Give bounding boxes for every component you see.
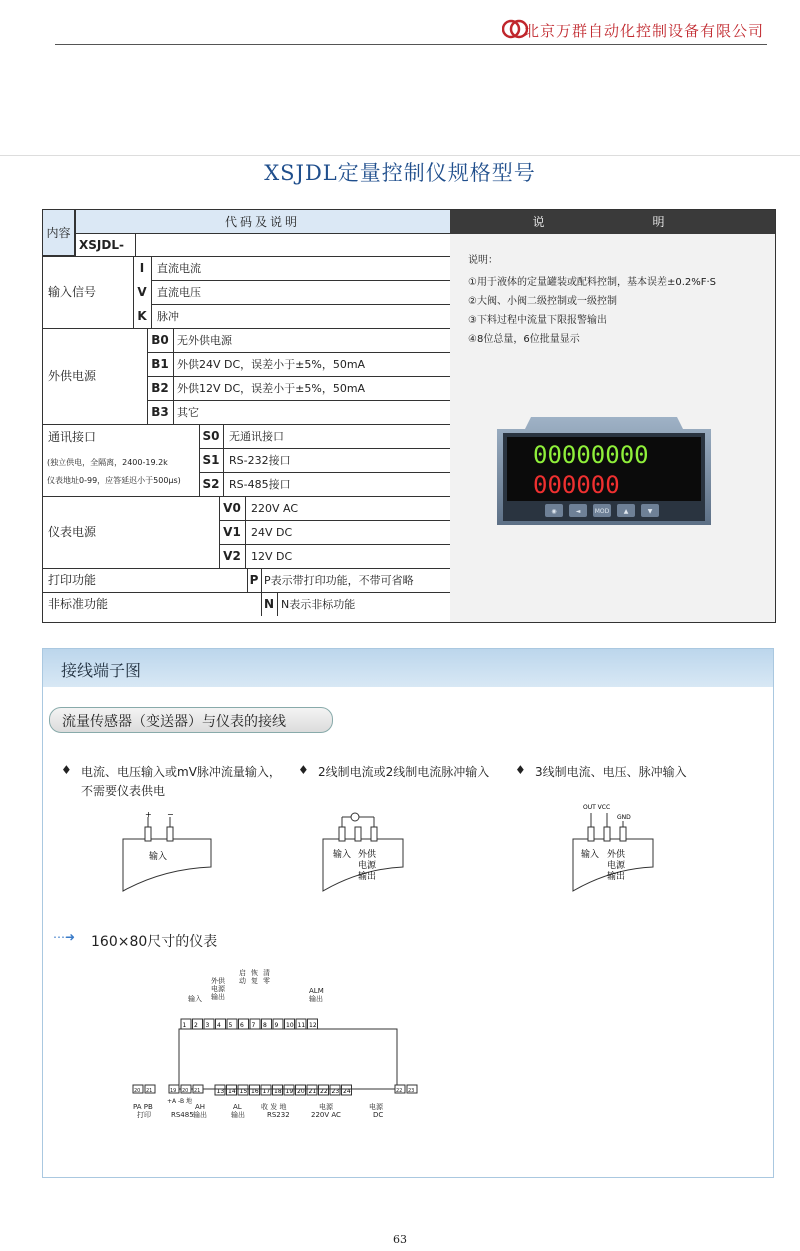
bl-ac-2: 220V AC	[311, 1111, 341, 1119]
code-B2: B2	[151, 381, 169, 395]
diag3-supply-3: 输出	[607, 872, 626, 882]
print-term-1: 20	[134, 1088, 141, 1094]
terminal-number: 24	[343, 1088, 351, 1095]
group-input-label: 输入信号	[48, 285, 97, 299]
note-item-1: ①用于液体的定量罐装或配料控制，基本误差±0.2%F·S	[468, 277, 717, 288]
dc-term-2: 23	[408, 1088, 415, 1094]
tl-start-2: 动	[239, 977, 246, 985]
comm-note-1: (独立供电，全隔离，2400-19.2k	[47, 458, 168, 467]
terminal-number: 14	[228, 1088, 236, 1095]
diag2-supply-1: 外供	[358, 850, 377, 860]
btn-up: ▲	[623, 508, 629, 515]
terminal-number: 3	[205, 1022, 210, 1029]
terminal-number: 17	[262, 1088, 271, 1095]
dim-title: 160×80尺寸的仪表	[91, 934, 218, 950]
desc-V: 直流电压	[157, 285, 201, 299]
desc-B1: 外供24V DC，误差小于±5%，50mA	[177, 357, 366, 371]
desc-P: P表示带打印功能，不带可省略	[264, 573, 414, 587]
tl-alm-2: 输出	[309, 995, 323, 1003]
diag2-supply-3: 输出	[358, 872, 377, 882]
terminal-number: 2	[194, 1022, 198, 1029]
page-title: XSJDL定量控制仪规格型号	[264, 161, 536, 185]
rs485-term-2: 20	[182, 1088, 189, 1094]
wiring-subtitle-pill	[49, 707, 333, 733]
group-print-label: 打印功能	[48, 573, 97, 587]
btn-left: ◄	[575, 508, 581, 515]
bl-rs232-1: 收 发 地	[261, 1103, 287, 1111]
wiring-subtitle: 流量传感器（变送器）与仪表的接线	[62, 714, 286, 730]
code-V0: V0	[223, 501, 241, 515]
code-I: I	[139, 261, 145, 275]
bl-ah-2: 输出	[193, 1111, 207, 1119]
code-S0: S0	[202, 429, 220, 443]
bl-rs232-2: RS232	[267, 1111, 290, 1119]
rs485-term-3: 21	[194, 1088, 201, 1094]
rs485-name: RS485	[171, 1111, 194, 1119]
terminal-number: 7	[251, 1022, 256, 1029]
dc-term-1: 22	[396, 1088, 403, 1094]
terminal-number: 21	[308, 1088, 317, 1095]
desc-S2: RS-485接口	[229, 477, 291, 491]
bl-al-1: AL	[233, 1103, 242, 1111]
print-name: 打印	[137, 1111, 151, 1119]
diagram-3wire-input	[573, 804, 653, 891]
tl-input: 输入	[188, 995, 202, 1003]
display-bottom: 000000	[533, 471, 620, 499]
btn-set: ◉	[551, 508, 557, 515]
desc-V0: 220V AC	[251, 501, 299, 515]
bullet-2-icon: ♦	[298, 763, 309, 777]
terminal-number: 15	[239, 1088, 248, 1095]
sensor-wiring-diagrams	[43, 799, 773, 909]
desc-B3: 其它	[177, 405, 199, 419]
tl-supply-3: 输出	[211, 993, 225, 1001]
note-item-2: ②大阀、小阀二级控制或一级控制	[468, 296, 617, 307]
diagram-2wire-input	[323, 813, 403, 891]
terminal-number: 9	[274, 1022, 279, 1029]
col-code-header: 代码及说明	[75, 210, 450, 234]
tl-start-1: 启	[239, 969, 246, 977]
model-code: XSJDL-	[79, 238, 124, 252]
code-S1: S1	[202, 453, 220, 467]
terminal-number: 19	[285, 1088, 294, 1095]
btn-mod: MOD	[594, 508, 610, 515]
code-N: N	[263, 597, 275, 611]
bullet-3-icon: ♦	[515, 763, 526, 777]
svg-text:+: +	[145, 810, 152, 819]
note-item-3: ③下料过程中流量下限报警输出	[468, 315, 607, 326]
terminal-number: 22	[320, 1088, 328, 1095]
rs485-term-1: 19	[170, 1088, 177, 1094]
group-supply-label: 外供电源	[48, 369, 97, 383]
terminal-number: 10	[286, 1022, 294, 1029]
desc-V1: 24V DC	[251, 525, 293, 539]
desc-N: N表示非标功能	[281, 597, 356, 611]
svg-text:−: −	[167, 810, 174, 819]
bullet-1-line1: 电流、电压输入或mV脉冲流量输入，	[81, 765, 281, 779]
company-name: 北京万群自动化控制设备有限公司	[523, 22, 764, 40]
tl-clear-2: 零	[263, 977, 270, 985]
group-power-label: 仪表电源	[48, 525, 97, 539]
bl-dc-2: DC	[373, 1111, 384, 1119]
diagram-direct-input	[123, 810, 211, 891]
wiring-section	[42, 648, 774, 1178]
terminal-number: 4	[217, 1022, 221, 1029]
desc-I: 直流电流	[157, 261, 201, 275]
bullet-3-line1: 3线制电流、电压、脉冲输入	[535, 765, 687, 779]
terminal-diagram	[83, 959, 423, 1139]
terminal-number: 5	[228, 1022, 233, 1029]
terminal-row-bottom	[215, 1085, 352, 1095]
terminal-number: 1	[182, 1022, 187, 1029]
diag1-input-label: 输入	[149, 852, 168, 862]
terminal-number: 13	[216, 1088, 225, 1095]
desc-B0: 无外供电源	[177, 333, 232, 347]
code-V2: V2	[223, 549, 241, 563]
wiring-title: 接线端子图	[61, 661, 142, 680]
code-P: P	[249, 573, 259, 587]
meter-device-image	[495, 415, 713, 527]
diag3-supply-1: 外供	[607, 850, 626, 860]
btn-down: ▼	[647, 508, 653, 515]
tl-clear-1: 清	[263, 969, 270, 977]
print-term-2: 21	[146, 1088, 153, 1094]
wiring-title-bar	[43, 649, 773, 687]
terminal-number: 12	[309, 1022, 317, 1029]
desc-S1: RS-232接口	[229, 453, 291, 467]
col-desc-header: 说 明	[450, 210, 775, 234]
code-V1: V1	[223, 525, 241, 539]
code-V: V	[137, 285, 147, 299]
terminal-number: 23	[331, 1088, 340, 1095]
dim-arrow-icon: ⋯➜	[53, 930, 76, 944]
tl-reset-1: 恢	[251, 969, 258, 977]
desc-V2: 12V DC	[251, 549, 293, 563]
diag3-input-label: 输入	[581, 850, 600, 860]
terminal-number: 20	[297, 1088, 305, 1095]
terminal-number: 16	[251, 1088, 259, 1095]
group-nonstd-label: 非标准功能	[48, 597, 109, 611]
diag2-input-label: 输入	[333, 850, 352, 860]
bl-ac-1: 电源	[319, 1103, 333, 1111]
group-comm-label: 通讯接口	[48, 430, 97, 444]
code-K: K	[137, 309, 147, 323]
bl-dc-1: 电源	[369, 1103, 383, 1111]
terminal-number: 18	[274, 1088, 282, 1095]
tl-supply-2: 电源	[211, 985, 225, 993]
bullet-2-line1: 2线制电流或2线制电流脉冲输入	[318, 765, 490, 779]
header-divider	[55, 44, 767, 45]
diag2-supply-2: 电源	[358, 861, 377, 871]
col-content-header: 内容	[43, 210, 75, 256]
desc-B2: 外供12V DC，误差小于±5%，50mA	[177, 381, 366, 395]
section-divider	[0, 155, 800, 156]
notes-heading: 说明：	[468, 255, 498, 266]
tl-alm-1: ALM	[309, 987, 324, 995]
terminal-number: 11	[297, 1022, 306, 1029]
terminal-number: 6	[240, 1022, 244, 1029]
print-labels: PA PB	[133, 1103, 153, 1111]
tl-supply-1: 外供	[211, 977, 225, 985]
diag3-supply-2: 电源	[607, 861, 626, 871]
diag3-gnd: GND	[617, 814, 631, 821]
desc-S0: 无通讯接口	[229, 429, 284, 443]
desc-K: 脉冲	[157, 309, 179, 323]
code-B1: B1	[151, 357, 169, 371]
code-B0: B0	[151, 333, 169, 347]
note-item-4: ④8位总量，6位批量显示	[468, 334, 580, 345]
bl-al-2: 输出	[231, 1111, 245, 1119]
bullet-1-line2: 不需要仪表供电	[81, 784, 166, 798]
tl-reset-2: 复	[251, 977, 258, 985]
code-B3: B3	[151, 405, 169, 419]
rs485-labels: +A -B 地	[167, 1098, 193, 1105]
terminal-row-top	[181, 1019, 318, 1029]
comm-note-2: 仪表地址0-99，应答延迟小于500μs)	[47, 476, 181, 485]
page-number: 63	[393, 1233, 407, 1246]
diag3-out-vcc: OUT VCC	[583, 804, 611, 811]
display-top: 00000000	[533, 441, 649, 469]
bullet-1-icon: ♦	[61, 763, 72, 777]
bl-ah-1: AH	[195, 1103, 206, 1111]
code-S2: S2	[202, 477, 220, 491]
terminal-number: 8	[263, 1022, 267, 1029]
